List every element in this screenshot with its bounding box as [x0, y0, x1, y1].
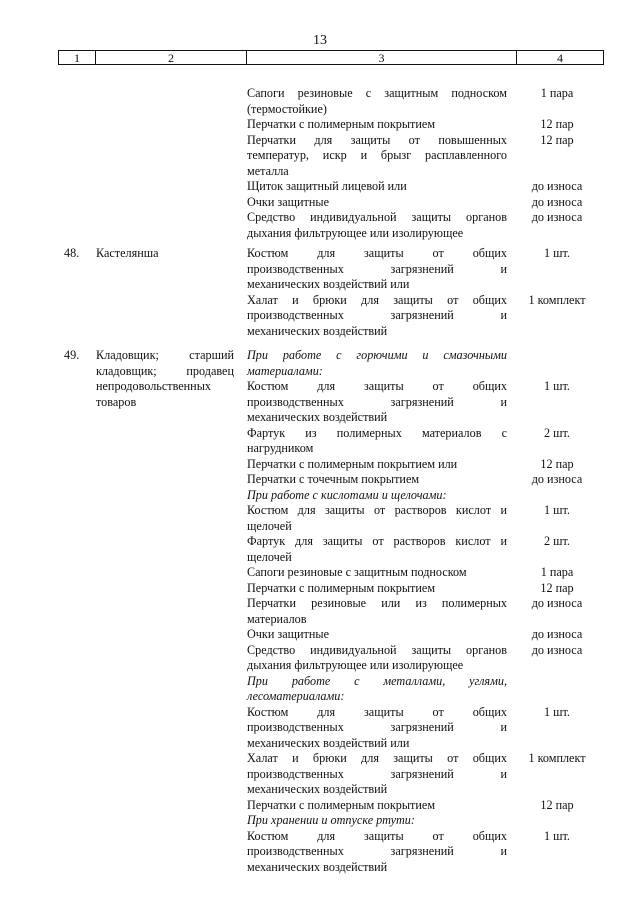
ppe-item-line: щелочей: [247, 518, 292, 533]
ppe-item-line: механических воздействий: [247, 782, 388, 796]
issue-norm: 12 пар: [540, 797, 574, 812]
ppe-item-line: Перчатки с полимерным покрытием: [247, 797, 436, 812]
role-name-line: непродовольственных: [96, 379, 211, 393]
role-name-line: Кладовщик; старший: [96, 348, 234, 362]
issue-norm: 1 шт.: [544, 379, 570, 393]
ppe-item-line: производственных загрязнений и: [247, 394, 507, 409]
ppe-item-line: Костюм для защиты от общих: [247, 379, 507, 393]
page-number: 13: [313, 33, 327, 48]
ppe-item-line: Очки защитные: [247, 627, 329, 641]
condition-heading: лесоматериалами:: [247, 689, 345, 703]
ppe-item-line: Фартук для защиты от растворов кислот и: [247, 534, 507, 548]
ppe-item-line: щелочей: [247, 549, 292, 564]
ppe-item-line: производственных загрязнений и: [247, 308, 507, 322]
ppe-item-line: Костюм для защиты от растворов кислот и: [247, 503, 507, 517]
condition-heading: материалами:: [247, 363, 323, 378]
issue-norm: 1 пара: [540, 565, 574, 579]
ppe-item-line: Сапоги резиновые с защитным подноском: [247, 565, 467, 579]
issue-norm: 1 пара: [540, 86, 574, 100]
issue-norm: 1 комплект: [528, 751, 586, 765]
ppe-item-line: Сапоги резиновые с защитным подноском: [247, 86, 507, 100]
issue-norm: до износа: [531, 627, 583, 641]
ppe-item-line: производственных загрязнений и: [247, 766, 507, 781]
issue-norm: до износа: [531, 179, 583, 193]
ppe-item-line: дыхания фильтрующее или изолирующее: [247, 658, 464, 672]
header-col-1: 1: [59, 51, 96, 64]
ppe-item-line: Перчатки для защиты от повышенных: [247, 132, 507, 147]
ppe-item-line: металла: [247, 163, 289, 178]
issue-norm: до износа: [531, 596, 583, 610]
ppe-item-line: механических воздействий: [247, 323, 388, 338]
row-number: 49.: [64, 348, 80, 362]
issue-norm: 12 пар: [540, 580, 574, 595]
issue-norm: 1 шт.: [544, 704, 570, 719]
ppe-item-line: Перчатки с полимерным покрытием: [247, 117, 436, 131]
ppe-item-line: производственных загрязнений и: [247, 720, 507, 734]
condition-heading: При работе с горючими и смазочными: [247, 348, 507, 362]
ppe-item-line: механических воздействий или: [247, 277, 410, 291]
ppe-item-line: Перчатки с полимерным покрытием: [247, 580, 436, 595]
ppe-item-line: (термостойкие): [247, 101, 327, 116]
issue-norm: 12 пар: [540, 132, 574, 147]
issue-norm: 1 комплект: [528, 292, 586, 307]
ppe-item-line: Костюм для защиты от общих: [247, 828, 507, 843]
ppe-item-line: Перчатки резиновые или из полимерных: [247, 596, 507, 610]
role-name-line: кладовщик; продавец: [96, 363, 234, 378]
header-col-2: 2: [96, 51, 247, 64]
role-name-line: товаров: [96, 394, 137, 409]
issue-norm: 2 шт.: [544, 425, 570, 440]
ppe-item-line: Костюм для защиты от общих: [247, 704, 507, 719]
condition-heading: При работе с кислотами и щелочами:: [247, 487, 447, 502]
issue-norm: до износа: [531, 642, 583, 657]
ppe-item-line: производственных загрязнений и: [247, 844, 507, 858]
ppe-item-line: дыхания фильтрующее или изолирующее: [247, 225, 464, 240]
issue-norm: 1 шт.: [544, 246, 570, 260]
ppe-item-line: температур, искр и брызг расплавленного: [247, 148, 507, 162]
ppe-item-line: механических воздействий или: [247, 735, 410, 750]
issue-norm: до износа: [531, 210, 583, 224]
ppe-item-line: Очки защитные: [247, 194, 329, 209]
ppe-item-line: Перчатки с точечным покрытием: [247, 472, 420, 486]
ppe-item-line: нагрудником: [247, 441, 314, 455]
ppe-item-line: материалов: [247, 611, 307, 626]
role-name-line: Кастелянша: [96, 246, 159, 260]
ppe-item-line: Костюм для защиты от общих: [247, 246, 507, 260]
issue-norm: 1 шт.: [544, 503, 570, 517]
issue-norm: 12 пар: [540, 456, 574, 471]
table-header-row: [58, 50, 604, 65]
ppe-item-line: механических воздействий: [247, 859, 388, 874]
header-col-3: 3: [247, 51, 517, 64]
ppe-item-line: механических воздействий: [247, 410, 388, 424]
ppe-item-line: Фартук из полимерных материалов с: [247, 425, 507, 440]
ppe-item-line: Средство индивидуальной защиты органов: [247, 210, 507, 224]
ppe-item-line: Перчатки с полимерным покрытием или: [247, 456, 458, 471]
ppe-item-line: производственных загрязнений и: [247, 261, 507, 276]
issue-norm: до износа: [531, 472, 583, 486]
issue-norm: 12 пар: [540, 117, 574, 131]
header-col-4: 4: [557, 51, 563, 65]
issue-norm: 1 шт.: [544, 828, 570, 843]
ppe-item-line: Халат и брюки для защиты от общих: [247, 292, 507, 307]
ppe-item-line: Средство индивидуальной защиты органов: [247, 642, 507, 657]
ppe-item-line: Щиток защитный лицевой или: [247, 179, 407, 193]
condition-heading: При работе с металлами, углями,: [247, 673, 507, 688]
ppe-item-line: Халат и брюки для защиты от общих: [247, 751, 507, 765]
issue-norm: до износа: [531, 194, 583, 209]
row-number: 48.: [64, 246, 80, 260]
condition-heading: При хранении и отпуске ртути:: [247, 813, 415, 827]
issue-norm: 2 шт.: [544, 534, 570, 548]
